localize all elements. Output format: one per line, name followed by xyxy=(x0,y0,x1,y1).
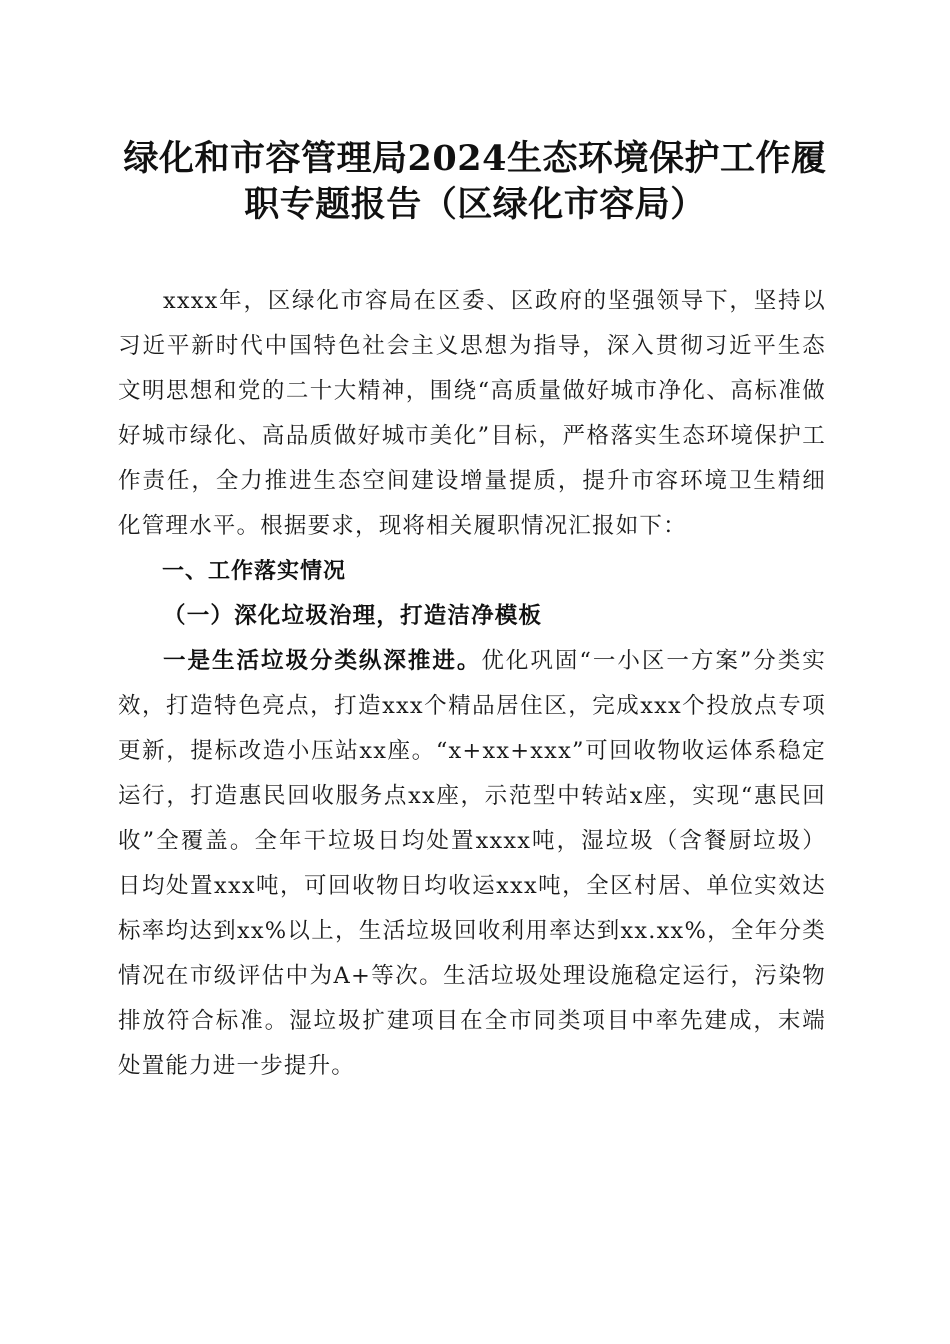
title-line-2: 职专题报告（区绿化市容局） xyxy=(244,184,706,225)
subsection-heading-1: （一）深化垃圾治理，打造洁净模板 xyxy=(163,603,543,629)
paragraph-1-body: 优化巩固“一小区一方案”分类实效，打造特色亮点，打造xxx个精品居住区，完成xxx个投放点专项更新，提标改造小压站xx座。“x+xx+xxx”可回收物收运体系稳定运行，打造惠民回收服务点xx座，示范型中转站x座，实现“惠民回收”全覆盖。全年干垃圾日均处置xxxx吨，湿垃圾（含餐厨垃圾）日均处置xxx吨，可回收物日均收运xxx吨，全区村居、单位实效达标率均达到xx%以上，生活垃圾回收利用率达到xx.xx%，全年分类情况在市级评估中为A+等次。生活垃圾处理设施稳定运行，污染物排放符合标准。湿垃圾扩建项目在全市同类项目中率先建成，末端处置能力进一步提升。 xyxy=(118,648,826,1079)
paragraph-1-lead: 一是生活垃圾分类纵深推进。 xyxy=(163,648,482,674)
section-heading-1: 一、工作落实情况 xyxy=(162,559,347,584)
title-line-1: 绿化和市容管理局2024生态环境保护工作履 xyxy=(123,138,827,179)
document-title xyxy=(118,136,832,228)
paragraph-1 xyxy=(118,639,826,1089)
document-body xyxy=(118,279,826,1089)
intro-paragraph: xxxx年，区绿化市容局在区委、区政府的坚强领导下，坚持以习近平新时代中国特色社会主义思想为指导，深入贯彻习近平生态文明思想和党的二十大精神，围绕“高质量做好城市净化、高标准做好城市绿化、高品质做好城市美化”目标，严格落实生态环境保护工作责任，全力推进生态空间建设增量提质，提升市容环境卫生精细化管理水平。根据要求，现将相关履职情况汇报如下： xyxy=(118,288,826,539)
